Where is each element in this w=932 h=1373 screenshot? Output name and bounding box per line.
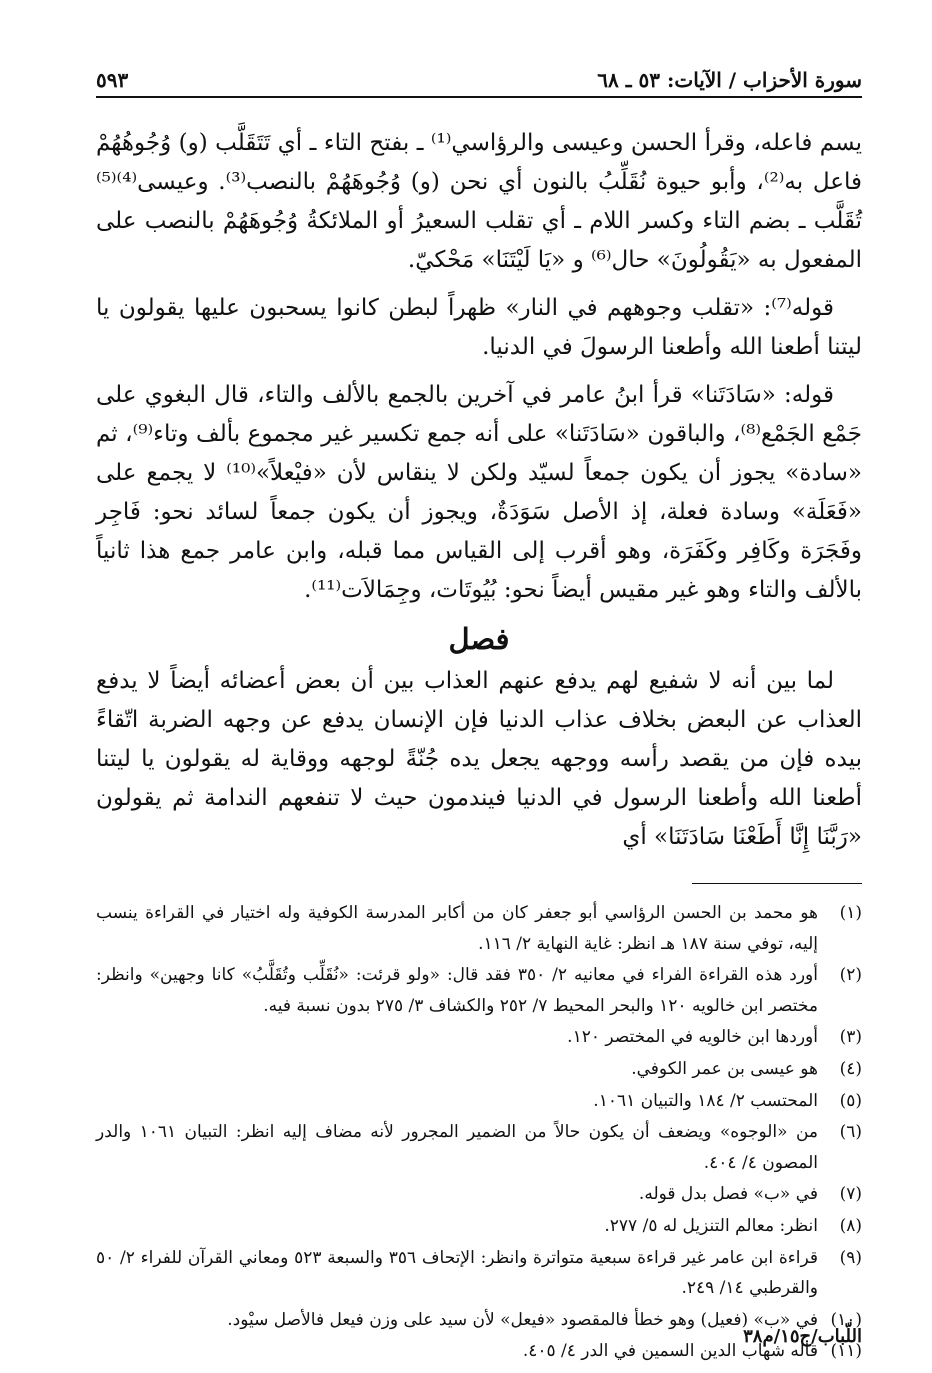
paragraph: قوله: «سَادَتَنا» قرأ ابنُ عامر في آخرين بالجمع بالألف والتاء، قال البغوي على جَمْع الجَمْع⁽⁸⁾، والباقون «سَادَتَنا» على أنه جمع تكسير غير مجموع بألف وتاء⁽⁹⁾، ثم «سادة» يجوز أن يكون جمعاً لسيّد ولكن لا ينقاس لأن «فيْعلاً»⁽¹⁰⁾ لا يجمع على «فَعَلَة» وسادة فعلة، إذ الأصل سَوَدَةٌ، ويجوز أن يكون جمعاً لسائد نحو: فَاجِر وفَجَرَة وكَافِر وكَفَرَة، وهو أقرب إلى القياس مما قبله، وابن عامر جمع هذا ثانياً بالألف والتاء وهو غير مقيس أيضاً نحو: بُيُوتَات، وجِمَالاَت⁽¹¹⁾. [96, 382, 863, 603]
footnote-text: في «ب» فصل بدل قوله. [638, 1184, 818, 1205]
page-number: ٥٩٣ [96, 68, 129, 92]
footnote-number: (١١) [830, 1341, 862, 1362]
footnote [96, 960, 862, 1021]
footnotes [96, 898, 862, 1367]
section-title: فصل [448, 622, 510, 656]
footnote-number: (٢) [839, 965, 862, 986]
paragraph: يسم فاعله، وقرأ الحسن وعيسى والرؤاسي⁽¹⁾ ـ بفتح التاء ـ أي تَتَقَلَّب (و) وُجُوهُهُمْ فاعل به⁽²⁾، وأبو حيوة نُقَلِّبُ بالنون أي نحن (و) وُجُوهَهُمْ بالنصب⁽³⁾. وعيسى⁽⁴⁾⁽⁵⁾ تُقَلَّب ـ بضم التاء وكسر اللام ـ أي تقلب السعيرُ أو الملائكةُ وُجُوهَهُمْ بالنصب على المفعول به «يَقُولُونَ» حال⁽⁶⁾ و «يَا لَيْتَنَا» مَحْكيّ. [96, 130, 863, 273]
footnote-number: (٤) [839, 1058, 862, 1079]
footnote-text: قراءة ابن عامر غير قراءة سبعية متواترة وانظر: الإتحاف ٣٥٦ والسبعة ٥٢٣ ومعاني القرآن للفراء ٢/ ٥٠ والقرطبي ١٤/ ٢٤٩. [96, 1247, 818, 1299]
footnote-text: في «ب» (فعيل) وهو خطأ فالمقصود «فيعل» لأن سيد على وزن فيعل فالأصل سيْود. [227, 1309, 818, 1330]
main-text [96, 124, 862, 857]
footnote-text: أورد هذه القراءة الفراء في معانيه ٢/ ٣٥٠ فقد قال: «ولو قرئت: «نُقَلِّب وتُقَلَّبُ» كانا وجهين» وانظر: مختصر ابن خالويه ١٢٠ والبحر المحيط ٧/ ٢٥٢ والكشاف ٣/ ٢٧٥ بدون نسبة فيه. [96, 965, 818, 1016]
footnote-text: هو عيسى بن عمر الكوفي. [631, 1058, 818, 1079]
footnote-number: (١٠) [830, 1309, 862, 1330]
footnote-number: (٥) [839, 1090, 862, 1111]
footnote [96, 898, 862, 959]
footnote-number: (٩) [839, 1247, 862, 1268]
footnote [96, 1211, 862, 1242]
footnote-number: (٦) [839, 1122, 862, 1143]
footnote-text: المحتسب ٢/ ١٨٤ والتبيان ١٠٦١. [593, 1090, 818, 1111]
signature-mark: اللّباب/ج١٥/م٣٨ [743, 1326, 862, 1347]
footnote-text: قاله شهاب الدين السمين في الدر ٤/ ٤٠٥. [522, 1341, 818, 1362]
footnote [96, 1054, 862, 1085]
footnote [96, 1022, 862, 1053]
running-header [96, 58, 862, 98]
footnote-separator [692, 883, 862, 884]
paragraph: لما بين أنه لا شفيع لهم يدفع عنهم العذاب بين أن بعض أعضائه أيضاً لا يدفع العذاب عن البعض بخلاف عذاب الدنيا فإن الإنسان يدفع عن وجهه الضربة اتّقاءً بيده فإن من يقصد رأسه ووجهه يجعل يده جُنّةً لوجهه ووقاية له يقولون يا ليتنا أطعنا الله وأطعنا الرسول في الدنيا فيندمون حيث لا تنفعهم الندامة ثم يقولون «رَبَّنَا إِنَّا أَطَعْنَا سَادَتَنَا» أي [96, 668, 862, 850]
footnote-number: (٣) [839, 1027, 862, 1048]
header-title: سورة الأحزاب / الآيات: ٥٣ ـ ٦٨ [597, 68, 862, 92]
footnote-text: هو محمد بن الحسن الرؤاسي أبو جعفر كان من أكابر المدرسة الكوفية وله اختيار في القراءة ينسب إليه، توفي سنة ١٨٧ هـ انظر: غاية النهاية ٢/ ١١٦. [96, 903, 818, 954]
footnote-text: أوردها ابن خالويه في المختصر ١٢٠. [567, 1027, 818, 1048]
footnote [96, 1243, 862, 1304]
footnote-text: انظر: معالم التنزيل له ٥/ ٢٧٧. [604, 1215, 818, 1236]
footnote-text: من «الوجوه» ويضعف أن يكون حالاً من الضمير المجرور لأنه مضاف إليه انظر: التبيان ١٠٦١ والدر المصون ٤/ ٤٠٤. [96, 1122, 818, 1173]
paragraph: قوله⁽⁷⁾: «تقلب وجوههم في النار» ظهراً لبطن كانوا يسحبون عليها يقولون يا ليتنا أطعنا الله وأطعنا الرسولَ في الدنيا. [96, 295, 862, 360]
footnote-number: (٨) [839, 1215, 862, 1236]
footnote [96, 1117, 862, 1178]
footnote [96, 1086, 862, 1117]
footnote [96, 1179, 862, 1210]
footnote-number: (٧) [839, 1184, 862, 1205]
footnote-number: (١) [839, 903, 862, 923]
